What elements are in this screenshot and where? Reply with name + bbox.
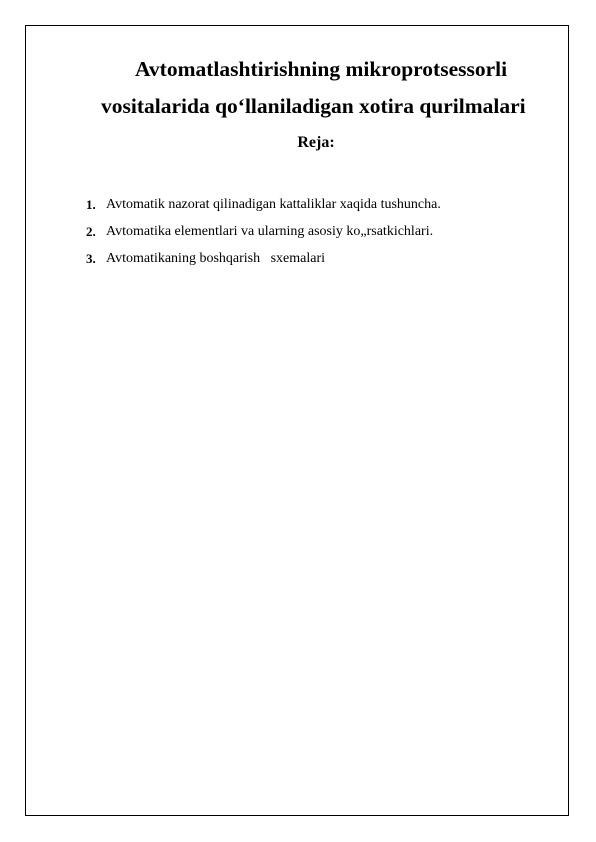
- plan-item-number: 3.: [86, 251, 96, 266]
- document-title-line-2: vositalarida qo‘llaniladigan xotira qurilmalari: [101, 94, 526, 118]
- plan-item: [86, 197, 441, 224]
- plan-list: [86, 197, 441, 278]
- plan-item: [86, 224, 434, 251]
- plan-item: [86, 251, 326, 278]
- plan-heading: Reja:: [297, 134, 335, 151]
- plan-item-text: Avtomatika elementlari va ularning asosiy ko„rsatkichlari.: [106, 224, 434, 239]
- plan-item-text: Avtomatikaning boshqarish sxemalari: [106, 251, 326, 266]
- plan-item-number: 2.: [86, 224, 96, 239]
- plan-item-text: Avtomatik nazorat qilinadigan kattaliklar xaqida tushuncha.: [106, 197, 441, 212]
- document-title-line-1: Avtomatlashtirishning mikroprotsessorli: [135, 57, 508, 81]
- plan-item-number: 1.: [86, 197, 96, 212]
